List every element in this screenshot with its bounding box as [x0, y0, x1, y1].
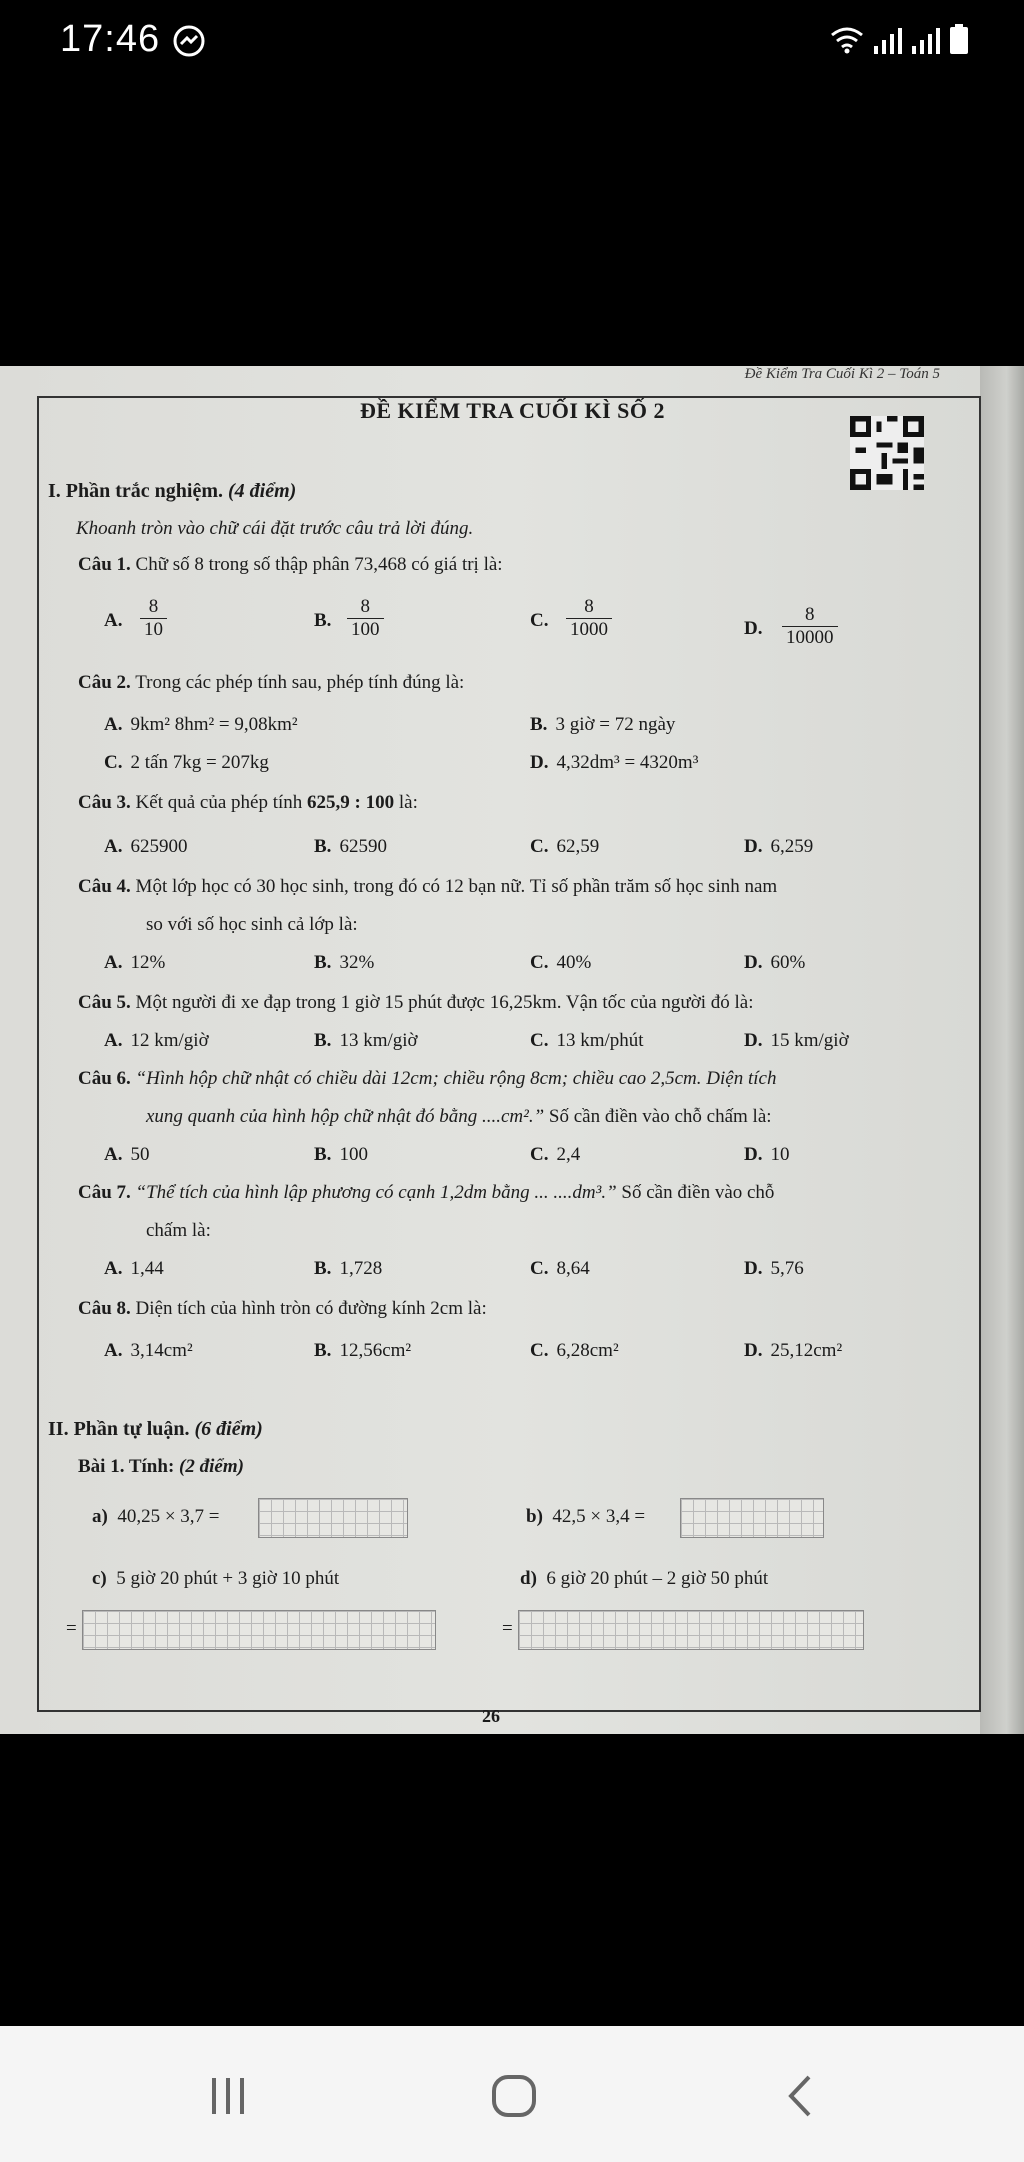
q8-option-b[interactable]: B. 12,56cm² [314, 1340, 412, 1361]
q4-option-d[interactable]: D. 60% [744, 952, 806, 973]
messenger-icon [172, 24, 206, 58]
q1-option-a[interactable]: $\frac{8}{10}$ [140, 596, 167, 641]
q1-option-d-letter[interactable]: D. [744, 618, 763, 639]
q1-option-c[interactable]: $\frac{8}{1000}$ [566, 596, 612, 641]
q2-option-d[interactable]: D. 4,32dm³ = 4320m³ [530, 752, 699, 773]
question-4: Câu 4. Một lớp học có 30 học sinh, trong đó có 12 bạn nữ. Tỉ số phần trăm số học sinh nam [78, 876, 778, 897]
recents-icon [206, 2076, 250, 2116]
q2-option-a[interactable]: A. 9km² 8hm² = 9,08km² [104, 714, 298, 735]
q2-option-c[interactable]: C. 2 tấn 7kg = 207kg [104, 752, 269, 773]
q6-option-d[interactable]: D. 10 [744, 1144, 790, 1165]
q5-option-c[interactable]: C. 13 km/phút [530, 1030, 644, 1051]
q6-option-b[interactable]: B. 100 [314, 1144, 368, 1165]
system-icons [830, 24, 968, 54]
clock: 17:46 [60, 18, 161, 60]
question-8: Câu 8. Diện tích của hình tròn có đường kính 2cm là: [78, 1298, 487, 1319]
status-bar [0, 0, 1024, 80]
battery-icon [950, 24, 968, 54]
q1-option-b-letter[interactable]: B. [314, 610, 332, 631]
exercise-b: b) 42,5 × 3,4 = [526, 1506, 646, 1527]
question-3: Câu 3. Kết quả của phép tính 625,9 : 100 là: [78, 792, 418, 813]
signal-icon [874, 28, 902, 54]
q7-option-c[interactable]: C. 8,64 [530, 1258, 590, 1279]
navigation-bar [0, 2026, 1024, 2162]
q7-option-a[interactable]: A. 1,44 [104, 1258, 164, 1279]
q1-option-b[interactable]: $\frac{8}{100}$ [347, 596, 384, 641]
q1-option-a-letter[interactable]: A. [104, 610, 123, 631]
wifi-icon [830, 26, 864, 54]
home-icon [489, 2074, 539, 2118]
back-button[interactable] [760, 2066, 840, 2126]
answer-grid-c[interactable] [82, 1610, 436, 1650]
q3-option-c[interactable]: C. 62,59 [530, 836, 600, 857]
q1-option-d[interactable]: $\frac{8}{10000}$ [782, 604, 838, 649]
q7-option-b[interactable]: B. 1,728 [314, 1258, 383, 1279]
question-6-cont: xung quanh của hình hộp chữ nhật đó bằng ....cm².” Số cần điền vào chỗ chấm là: [146, 1106, 772, 1127]
signal-icon [912, 28, 940, 54]
exercise-a: a) 40,25 × 3,7 = [92, 1506, 220, 1527]
q4-option-b[interactable]: B. 32% [314, 952, 375, 973]
q6-option-a[interactable]: A. 50 [104, 1144, 150, 1165]
home-button[interactable] [474, 2066, 554, 2126]
question-7-cont: chấm là: [146, 1220, 211, 1241]
qr-code-icon [850, 416, 924, 490]
q5-option-d[interactable]: D. 15 km/giờ [744, 1030, 849, 1051]
q4-option-a[interactable]: A. 12% [104, 952, 166, 973]
q2-option-b[interactable]: B. 3 giờ = 72 ngày [530, 714, 676, 735]
q8-option-a[interactable]: A. 3,14cm² [104, 1340, 193, 1361]
section-2-label: II. Phần tự luận. (6 điểm) [48, 1418, 263, 1440]
section-1-label: I. Phần trắc nghiệm. (4 điểm) [48, 480, 297, 502]
answer-grid-b[interactable] [680, 1498, 824, 1538]
q7-option-d[interactable]: D. 5,76 [744, 1258, 804, 1279]
q1-option-c-letter[interactable]: C. [530, 610, 549, 631]
back-icon [785, 2073, 815, 2119]
question-5: Câu 5. Một người đi xe đạp trong 1 giờ 15 phút được 16,25km. Vận tốc của người đó là: [78, 992, 754, 1013]
page-edge [980, 366, 1024, 1734]
instruction: Khoanh tròn vào chữ cái đặt trước câu trả lời đúng. [76, 518, 474, 539]
recents-button[interactable] [188, 2066, 268, 2126]
question-4-cont: so với số học sinh cả lớp là: [146, 914, 358, 935]
header-note: Đề Kiểm Tra Cuối Kì 2 – Toán 5 [744, 366, 940, 382]
q3-option-a[interactable]: A. 625900 [104, 836, 188, 857]
exercise-d: d) 6 giờ 20 phút – 2 giờ 50 phút [520, 1568, 769, 1589]
exam-page-photo[interactable] [0, 366, 1024, 1734]
question-1: Câu 1. Chữ số 8 trong số thập phân 73,468 có giá trị là: [78, 554, 503, 575]
q6-option-c[interactable]: C. 2,4 [530, 1144, 581, 1165]
answer-grid-a[interactable] [258, 1498, 408, 1538]
q4-option-c[interactable]: C. 40% [530, 952, 592, 973]
q3-option-d[interactable]: D. 6,259 [744, 836, 814, 857]
exercise-c: c) 5 giờ 20 phút + 3 giờ 10 phút [92, 1568, 340, 1589]
q5-option-b[interactable]: B. 13 km/giờ [314, 1030, 418, 1051]
equals-sign-d: = [502, 1618, 513, 1639]
bai-1-label: Bài 1. Tính: (2 điểm) [78, 1456, 244, 1477]
question-6: Câu 6. “Hình hộp chữ nhật có chiều dài 12cm; chiều rộng 8cm; chiều cao 2,5cm. Diện tích [78, 1068, 777, 1089]
q8-option-d[interactable]: D. 25,12cm² [744, 1340, 843, 1361]
question-7: Câu 7. “Thể tích của hình lập phương có cạnh 1,2dm bằng ... ....dm³.” Số cần điền vào chỗ [78, 1182, 775, 1203]
question-2: Câu 2. Trong các phép tính sau, phép tính đúng là: [78, 672, 465, 693]
page-title: ĐỀ KIỂM TRA CUỐI KÌ SỐ 2 [360, 398, 665, 423]
q3-option-b[interactable]: B. 62590 [314, 836, 387, 857]
q8-option-c[interactable]: C. 6,28cm² [530, 1340, 619, 1361]
page-number: 26 [482, 1706, 500, 1726]
answer-grid-d[interactable] [518, 1610, 864, 1650]
equals-sign-c: = [66, 1618, 77, 1639]
q5-option-a[interactable]: A. 12 km/giờ [104, 1030, 209, 1051]
